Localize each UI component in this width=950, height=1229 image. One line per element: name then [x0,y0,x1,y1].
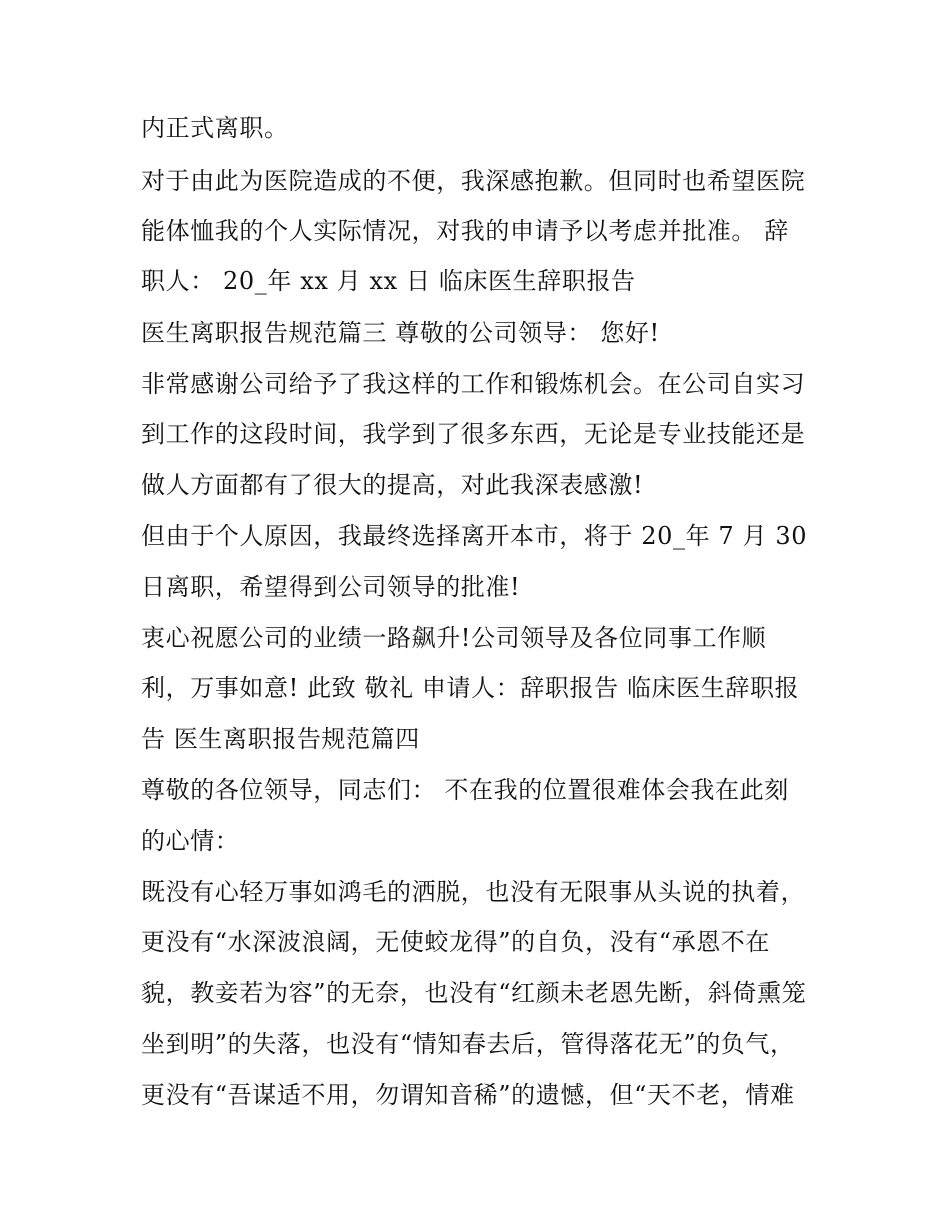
text-line: 衷心祝愿公司的业绩一路飙升!公司领导及各位同事工作顺 [141,624,767,652]
text-line: 尊敬的各位领导，同志们： 不在我的位置很难体会我在此刻 [141,776,789,804]
text-line: 内正式离职。 [141,114,289,142]
text-line: 对于由此为医院造成的不便，我深感抱歉。但同时也希望医院 [141,167,806,195]
text-line: 告 医生离职报告规范篇四 [141,725,420,753]
text-line: 更没有“吾谋适不用，勿谓知音稀”的遗憾，但“天不老，情难 [141,1081,795,1109]
text-line: 貌，教妾若为容”的无奈，也没有“红颜未老恩先断，斜倚熏笼 [141,979,807,1007]
text-line: 利，万事如意! 此致 敬礼 申请人：辞职报告 临床医生辞职报 [141,674,800,702]
text-line: 到工作的这段时间，我学到了很多东西，无论是专业技能还是 [141,420,806,448]
text-line: 能体恤我的个人实际情况，对我的申请予以考虑并批准。 辞 [141,217,789,245]
text-line: 既没有心轻万事如鸿毛的洒脱，也没有无限事从头说的执着， [141,878,806,906]
text-line: 医生离职报告规范篇三 尊敬的公司领导： 您好! [141,319,660,347]
text-line: 做人方面都有了很大的提高，对此我深表感激! [141,471,644,499]
text-line: 的心情： [141,827,240,855]
text-line: 更没有“水深波浪阔，无使蛟龙得”的自负，没有“承恩不在 [141,928,771,956]
text-line: 坐到明”的失落，也没有“情知春去后，管得落花无”的负气， [141,1030,795,1058]
text-line: 非常感谢公司给予了我这样的工作和锻炼机会。在公司自实习 [141,370,806,398]
text-line: 日离职，希望得到公司领导的批准! [141,573,521,601]
text-line: 但由于个人原因，我最终选择离开本市，将于 20_年 7 月 30 [141,522,808,550]
text-line: 职人： 20_年 xx 月 xx 日 临床医生辞职报告 [141,267,636,295]
